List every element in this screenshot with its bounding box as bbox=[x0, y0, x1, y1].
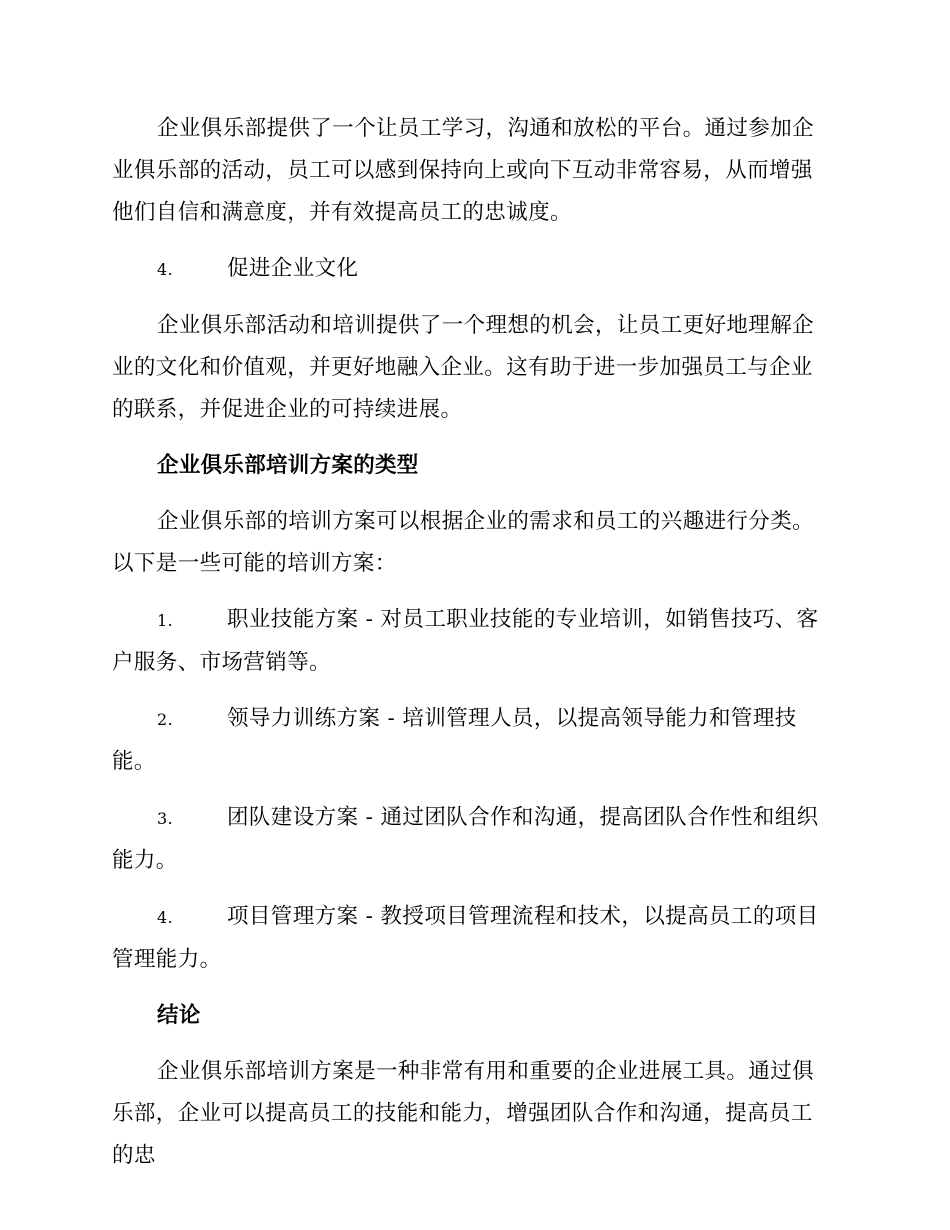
list-item-text: 促进企业文化 bbox=[227, 256, 359, 281]
list-item-text: 团队建设方案 - 通过团队合作和沟通，提高团队合作性和组织能力。 bbox=[112, 805, 819, 873]
list-item bbox=[112, 797, 832, 882]
list-number: 2. bbox=[157, 710, 174, 729]
list-number: 1. bbox=[157, 611, 174, 630]
list-item-text: 项目管理方案 - 教授项目管理流程和技术，以提高员工的项目管理能力。 bbox=[112, 904, 819, 972]
list-item-promote-culture bbox=[112, 248, 832, 291]
paragraph-loyalty: 企业俱乐部提供了一个让员工学习，沟通和放松的平台。通过参加企业俱乐部的活动，员工可以感到保持向上或向下互动非常容易，从而增强他们自信和满意度，并有效提高员工的忠诚度。 bbox=[112, 116, 815, 225]
list-item bbox=[112, 896, 832, 981]
list-number: 3. bbox=[157, 809, 174, 828]
list-item bbox=[112, 698, 832, 783]
list-item bbox=[112, 599, 832, 684]
section-heading-training-types: 企业俱乐部培训方案的类型 bbox=[157, 453, 419, 478]
document-body bbox=[112, 108, 832, 1191]
list-item-text: 领导力训练方案 - 培训管理人员，以提高领导能力和管理技能。 bbox=[112, 706, 797, 774]
paragraph-training-intro: 企业俱乐部的培训方案可以根据企业的需求和员工的兴趣进行分类。以下是一些可能的培训方案： bbox=[112, 509, 815, 576]
list-item-text: 职业技能方案 - 对员工职业技能的专业培训，如销售技巧、客户服务、市场营销等。 bbox=[112, 607, 819, 675]
paragraph-conclusion: 企业俱乐部培训方案是一种非常有用和重要的企业进展工具。通过俱乐部，企业可以提高员工的技能和能力，增强团队合作和沟通，提高员工的忠 bbox=[112, 1059, 815, 1168]
list-number: 4. bbox=[157, 260, 174, 279]
paragraph-culture: 企业俱乐部活动和培训提供了一个理想的机会，让员工更好地理解企业的文化和价值观，并更好地融入企业。这有助于进一步加强员工与企业的联系，并促进企业的可持续进展。 bbox=[112, 313, 815, 422]
section-heading-conclusion: 结论 bbox=[157, 1003, 201, 1028]
list-number: 4. bbox=[157, 908, 174, 927]
